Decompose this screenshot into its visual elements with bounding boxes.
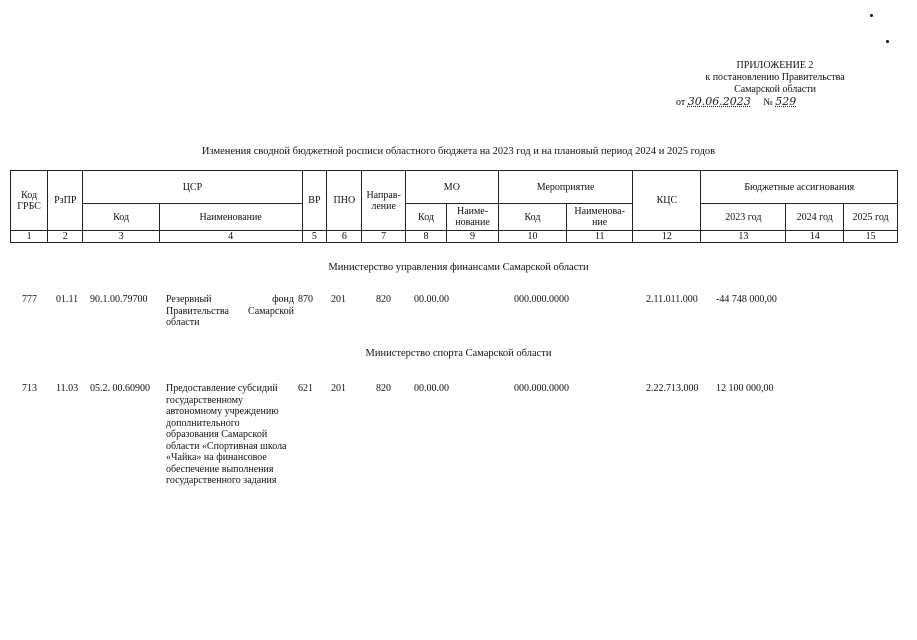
row-grbs: 777: [22, 294, 37, 305]
header-pno: ПНО: [327, 171, 362, 231]
appendix-date-line: [660, 96, 890, 109]
row-vr: 870: [298, 294, 313, 305]
budget-header-table: [10, 170, 898, 243]
header-mo-name: Наиме-нование: [447, 204, 499, 231]
header-meropriyatie: Мероприятие: [498, 171, 632, 204]
header-kcs: КЦС: [633, 171, 701, 231]
header-2023: 2023 год: [701, 204, 786, 231]
ministry-heading: Министерство управления финансами Самарской области: [328, 262, 589, 273]
row-kcs: 2.11.011.000: [646, 294, 698, 305]
header-mo: МО: [405, 171, 498, 204]
row-2023: -44 748 000,00: [716, 294, 777, 305]
row-napr: 820: [376, 294, 391, 305]
row-mer: 000.000.0000: [514, 383, 569, 394]
row-2023: 12 100 000,00: [716, 383, 774, 394]
row-csr-name: Предоставление субсидий государственному автономному учреждению дополнительного образования Самарской области «Спортивная школа «Чайка» на финансовое обеспечение выполнения государственного задания: [166, 383, 287, 486]
header-rzpr: РзПР: [48, 171, 83, 231]
header-2025: 2025 год: [844, 204, 898, 231]
col-num: 3: [83, 231, 159, 243]
header-csr-name: Наименование: [159, 204, 302, 231]
header-budget: Бюджетные ассигнования: [701, 171, 898, 204]
scan-speck: [886, 40, 889, 43]
row-csr-name: Резервный фонд Правительства Самарской области: [166, 294, 294, 328]
document-title: Изменения сводной бюджетной росписи областного бюджета на 2023 год и на плановый период 2024 и 2025 годов: [201, 146, 716, 157]
col-num: 9: [447, 231, 499, 243]
row-mo: 00.00.00: [414, 383, 449, 394]
appendix-line2: Самарской области: [734, 84, 816, 95]
header-mer-kod: Код: [498, 204, 566, 231]
row-napr: 820: [376, 383, 391, 394]
col-num: 14: [786, 231, 844, 243]
col-num: 4: [159, 231, 302, 243]
date-prefix: от: [676, 97, 686, 108]
col-num: 8: [405, 231, 446, 243]
row-csr-kod: 90.1.00.79700: [90, 294, 148, 305]
col-num: 10: [498, 231, 566, 243]
scan-speck: [870, 14, 873, 17]
row-grbs: 713: [22, 383, 37, 394]
header-mo-kod: Код: [405, 204, 446, 231]
row-mo: 00.00.00: [414, 294, 449, 305]
col-num: 15: [844, 231, 898, 243]
appendix-title: ПРИЛОЖЕНИЕ 2: [736, 60, 814, 71]
row-pno: 201: [331, 294, 346, 305]
header-napravlenie: Направ-ление: [362, 171, 405, 231]
header-csr: ЦСР: [83, 171, 302, 204]
number-value: 529: [775, 95, 797, 108]
row-mer: 000.000.0000: [514, 294, 569, 305]
header-csr-kod: Код: [83, 204, 159, 231]
appendix-line1: к постановлению Правительства: [705, 72, 845, 83]
col-num: 5: [302, 231, 327, 243]
col-num: 11: [567, 231, 633, 243]
row-csr-kod: 05.2. 00.60900: [90, 383, 150, 394]
header-kod-grbs: Код ГРБС: [11, 171, 48, 231]
ministry-heading: Министерство спорта Самарской области: [365, 348, 552, 359]
date-value: 30.06.2023: [687, 95, 751, 108]
appendix-block: [660, 60, 890, 109]
row-kcs: 2.22.713.000: [646, 383, 699, 394]
col-num: 6: [327, 231, 362, 243]
header-2024: 2024 год: [786, 204, 844, 231]
col-num: 7: [362, 231, 405, 243]
col-num: 1: [11, 231, 48, 243]
header-mer-name: Наименова-ние: [567, 204, 633, 231]
header-vr: ВР: [302, 171, 327, 231]
row-vr: 621: [298, 383, 313, 394]
number-prefix: №: [763, 97, 773, 108]
col-num: 13: [701, 231, 786, 243]
col-num: 2: [48, 231, 83, 243]
row-rzpr: 11.03: [56, 383, 79, 394]
col-num: 12: [633, 231, 701, 243]
row-rzpr: 01.11: [56, 294, 79, 305]
row-pno: 201: [331, 383, 346, 394]
